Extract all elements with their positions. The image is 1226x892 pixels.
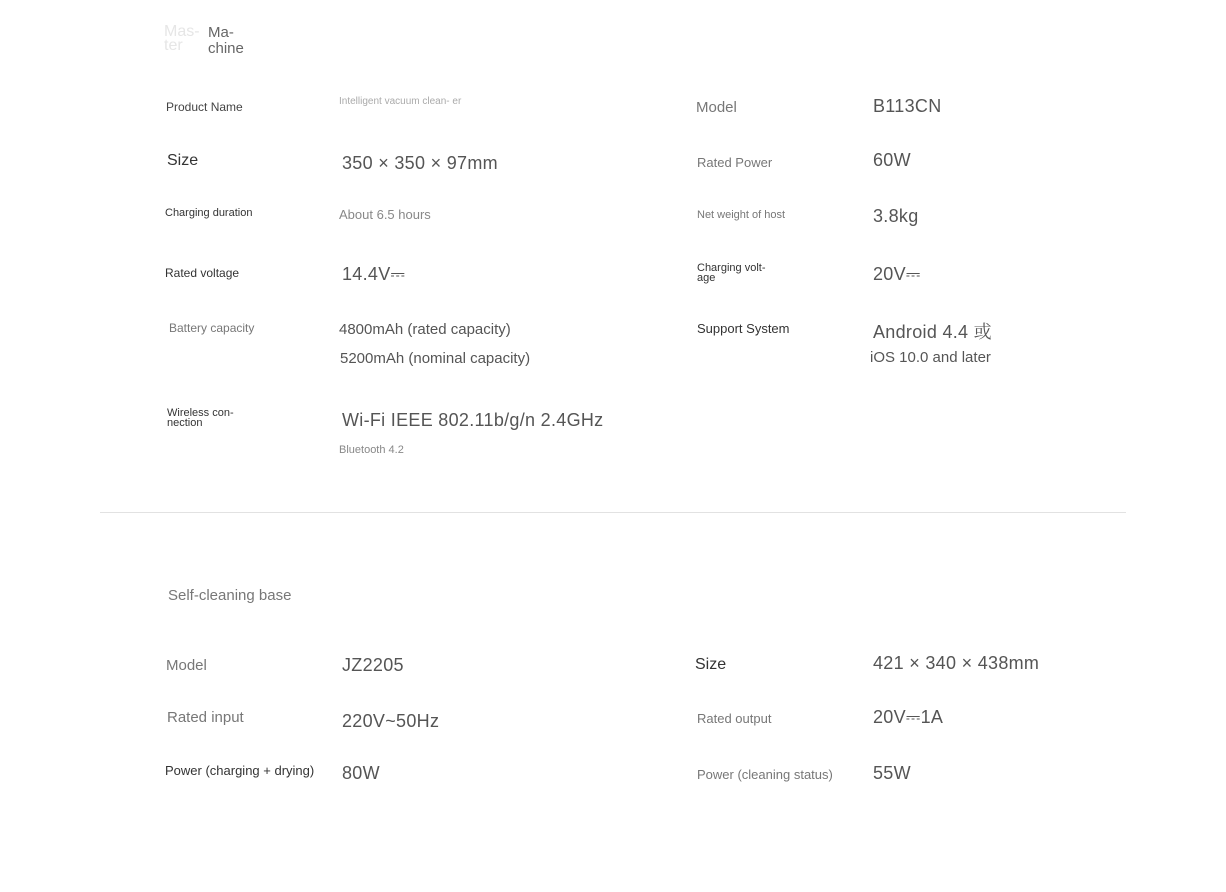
value-rated-input: 220V~50Hz: [342, 711, 440, 731]
section-title-machine: Ma- chine: [208, 24, 244, 57]
value-android: Android 4.4 或: [873, 322, 992, 342]
label-rated-input: Rated input: [167, 709, 244, 726]
value-model: B113CN: [873, 96, 942, 116]
label-size: Size: [167, 152, 199, 169]
label-power-charging: Power (charging + drying): [165, 763, 315, 778]
label-rated-output: Rated output: [697, 711, 772, 726]
value-ios: iOS 10.0 and later: [870, 349, 991, 366]
value-wifi: Wi-Fi IEEE 802.11b/g/n 2.4GHz: [342, 410, 604, 430]
label-net-weight: Net weight of host: [697, 209, 786, 221]
label-product-name: Product Name: [166, 100, 243, 114]
value-battery-rated: 4800mAh (rated capacity): [339, 321, 511, 338]
value-rated-power: 60W: [873, 150, 911, 170]
label-power-cleaning: Power (cleaning status): [697, 767, 833, 782]
value-charging-voltage: 20V⎓: [873, 264, 921, 284]
value-rated-output: 20V⎓1A: [873, 707, 944, 727]
section-title-base: Self-cleaning base: [168, 587, 292, 604]
label-charging-duration: Charging duration: [165, 207, 253, 219]
value-charging-duration: About 6.5 hours: [339, 207, 431, 222]
value-rated-voltage: 14.4V⎓: [342, 264, 406, 284]
ghost-section-title: Mas- ter: [164, 23, 200, 54]
value-net-weight: 3.8kg: [873, 206, 919, 226]
label-charging-voltage: Charging volt- age: [697, 262, 766, 284]
value-size: 350 × 350 × 97mm: [342, 153, 498, 173]
label-support-system: Support System: [697, 321, 790, 336]
value-base-model: JZ2205: [342, 655, 404, 675]
section-divider: [100, 512, 1126, 513]
value-product-name: Intelligent vacuum clean- er: [339, 96, 462, 107]
label-rated-voltage: Rated voltage: [165, 266, 240, 280]
value-battery-nominal: 5200mAh (nominal capacity): [340, 350, 531, 367]
label-base-model: Model: [166, 657, 207, 674]
label-wireless: Wireless con- nection: [167, 407, 234, 429]
value-power-charging: 80W: [342, 763, 380, 783]
label-model: Model: [696, 99, 737, 116]
label-battery-capacity: Battery capacity: [169, 321, 255, 335]
value-bluetooth: Bluetooth 4.2: [339, 444, 404, 456]
label-rated-power: Rated Power: [697, 155, 773, 170]
label-base-size: Size: [695, 656, 727, 673]
value-base-size: 421 × 340 × 438mm: [873, 653, 1040, 673]
value-power-cleaning: 55W: [873, 763, 911, 783]
